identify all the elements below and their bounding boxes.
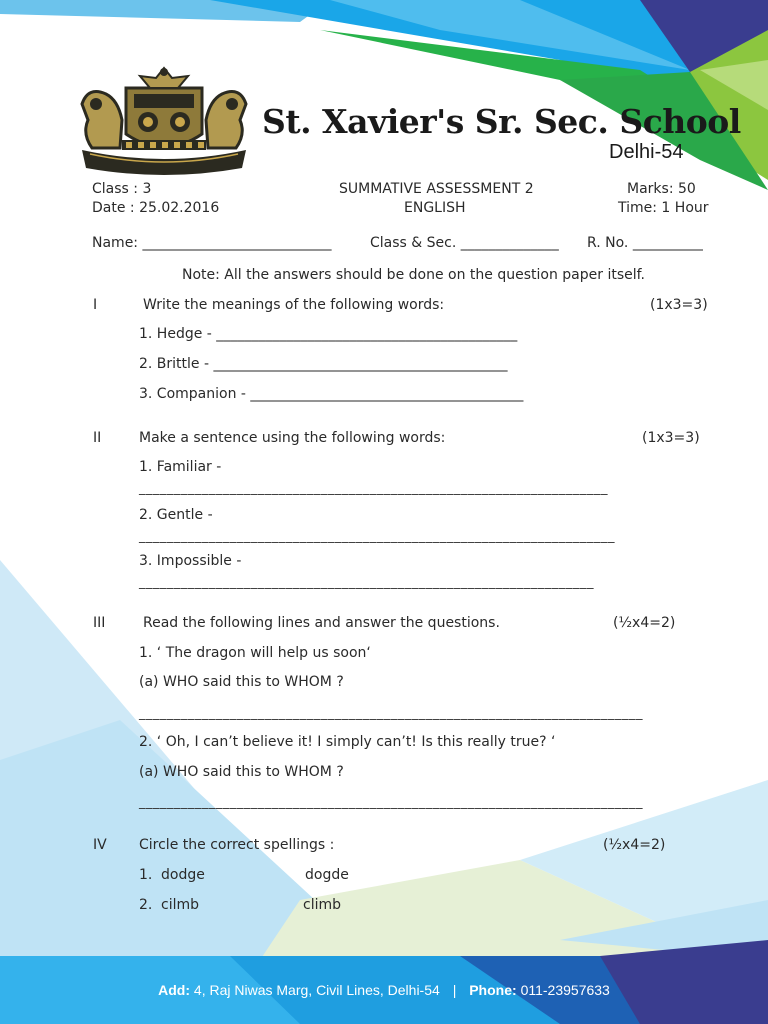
date-label: Date : 25.02.2016 bbox=[92, 200, 220, 216]
question-1-text: Write the meanings of the following words: bbox=[143, 297, 445, 313]
phone-value: 011-23957633 bbox=[520, 982, 610, 998]
address-label: Add: bbox=[158, 982, 191, 998]
question-1-item[interactable]: 1. Hedge - ___________________________________________ bbox=[139, 326, 518, 342]
phone-label: Phone: bbox=[469, 982, 517, 998]
question-1-marks: (1x3=3) bbox=[650, 297, 708, 313]
question-2-text: Make a sentence using the following words: bbox=[139, 430, 446, 446]
school-name: St. Xavier's Sr. Sec. School bbox=[262, 102, 741, 141]
question-1-item[interactable]: 2. Brittle - __________________________________________ bbox=[139, 356, 508, 372]
answer-line[interactable]: ________________________________________________________________________ bbox=[139, 795, 643, 810]
footer-address-bar bbox=[0, 982, 768, 998]
question-3-text: Read the following lines and answer the questions. bbox=[143, 615, 500, 631]
address-value: 4, Raj Niwas Marg, Civil Lines, Delhi-54 bbox=[193, 982, 440, 998]
answer-line[interactable]: ____________________________________________________________________ bbox=[139, 529, 615, 544]
question-2-marks: (1x3=3) bbox=[642, 430, 700, 446]
question-4-marks: (½x4=2) bbox=[603, 837, 666, 853]
spelling-option[interactable]: dogde bbox=[305, 867, 349, 883]
school-city: Delhi-54 bbox=[609, 141, 684, 163]
roll-number-field[interactable]: R. No. __________ bbox=[587, 235, 703, 251]
marks-label: Marks: 50 bbox=[627, 181, 696, 197]
question-1-item[interactable]: 3. Companion - _______________________________________ bbox=[139, 386, 524, 402]
spelling-row-number: 2. bbox=[139, 897, 153, 913]
time-label: Time: 1 Hour bbox=[618, 200, 709, 216]
spelling-option[interactable]: dodge bbox=[161, 867, 205, 883]
question-4-number: IV bbox=[93, 837, 107, 853]
answer-line[interactable]: ________________________________________________________________________ bbox=[139, 706, 643, 721]
question-4-text: Circle the correct spellings : bbox=[139, 837, 335, 853]
name-field[interactable]: Name: ___________________________ bbox=[92, 235, 332, 251]
footer-separator: | bbox=[452, 982, 457, 998]
question-3-number: III bbox=[93, 615, 106, 631]
instructions-note: Note: All the answers should be done on the question paper itself. bbox=[182, 267, 645, 283]
question-3-marks: (½x4=2) bbox=[613, 615, 676, 631]
school-crest-icon bbox=[78, 64, 250, 176]
question-3-subquestion: (a) WHO said this to WHOM ? bbox=[139, 764, 344, 780]
question-3-quote: 1. ‘ The dragon will help us soon‘ bbox=[139, 645, 371, 661]
question-2-number: II bbox=[93, 430, 102, 446]
spelling-option[interactable]: cilmb bbox=[161, 897, 200, 913]
question-1-number: I bbox=[93, 297, 98, 313]
question-3-subquestion: (a) WHO said this to WHOM ? bbox=[139, 674, 344, 690]
class-section-field[interactable]: Class & Sec. ______________ bbox=[370, 235, 559, 251]
question-2-item: 2. Gentle - bbox=[139, 507, 213, 523]
exam-title: SUMMATIVE ASSESSMENT 2 bbox=[339, 181, 534, 197]
class-label: Class : 3 bbox=[92, 181, 152, 197]
answer-line[interactable]: _________________________________________________________________ bbox=[139, 575, 594, 590]
question-2-item: 1. Familiar - bbox=[139, 459, 222, 475]
spelling-row-number: 1. bbox=[139, 867, 153, 883]
question-2-item: 3. Impossible - bbox=[139, 553, 242, 569]
question-3-quote: 2. ‘ Oh, I can’t believe it! I simply can’t! Is this really true? ‘ bbox=[139, 734, 556, 750]
subject-label: ENGLISH bbox=[404, 200, 466, 216]
spelling-option[interactable]: climb bbox=[303, 897, 342, 913]
answer-line[interactable]: ___________________________________________________________________ bbox=[139, 481, 608, 496]
